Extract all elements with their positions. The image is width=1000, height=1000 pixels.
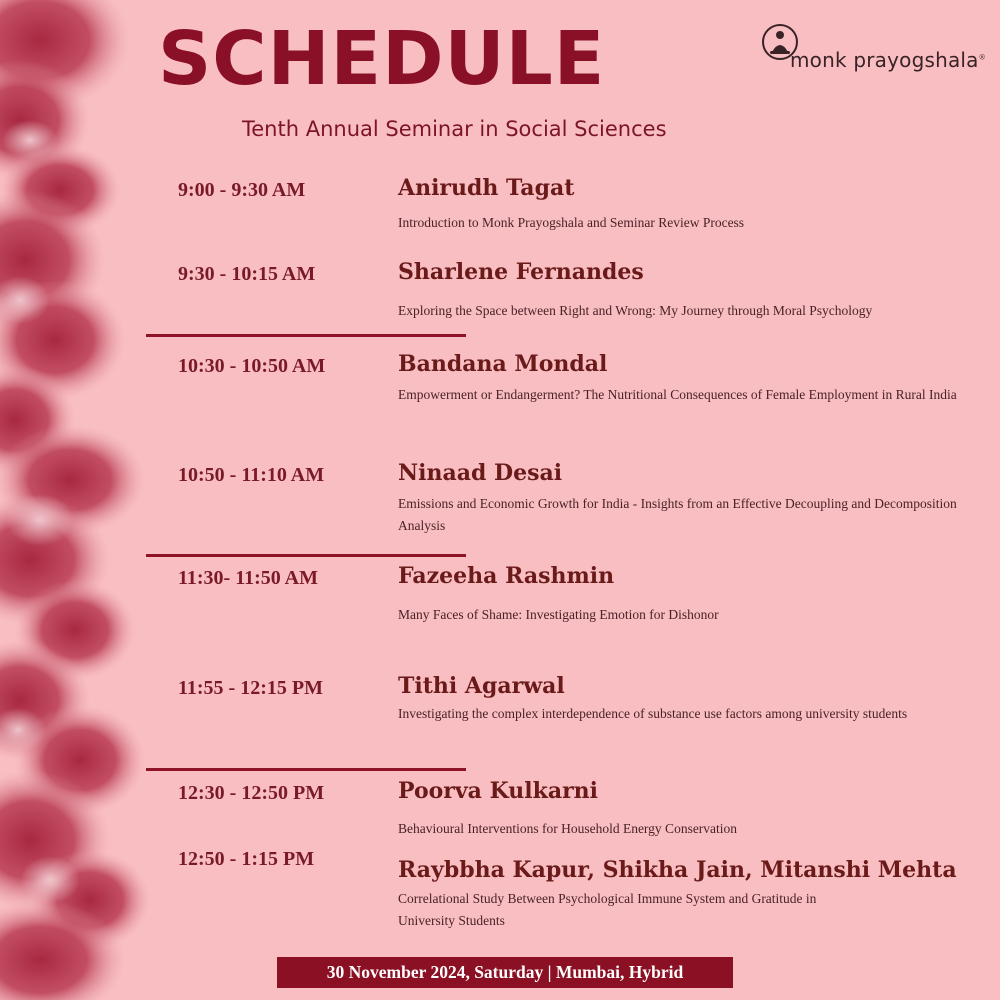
session-time: 11:55 - 12:15 PM (178, 677, 323, 699)
session-talk-title: Correlational Study Between Psychological Immune System and Gratitude in University Students (398, 891, 817, 928)
session-talk-title: Empowerment or Endangerment? The Nutritional Consequences of Female Employment in Rural India (398, 387, 957, 402)
session-speaker: Poorva Kulkarni (398, 778, 599, 804)
logo-wordmark (790, 48, 986, 72)
section-divider (146, 554, 466, 557)
watercolor-flowers-decoration (0, 0, 170, 1000)
session-speaker: Bandana Mondal (398, 351, 608, 377)
session-speaker: Anirudh Tagat (398, 175, 575, 201)
monk-prayogshala-logo (760, 20, 986, 72)
session-talk-title: Many Faces of Shame: Investigating Emotion for Dishonor (398, 607, 719, 622)
page-title: SCHEDULE (158, 16, 606, 102)
session-talk-title: Behavioural Interventions for Household Energy Conservation (398, 821, 738, 836)
session-time: 12:50 - 1:15 PM (178, 848, 315, 870)
logo-name: monk prayogshala (790, 48, 979, 72)
session-time: 9:00 - 9:30 AM (178, 179, 306, 201)
session-talk-title: Exploring the Space between Right and Wrong: My Journey through Moral Psychology (398, 303, 873, 318)
seminar-subtitle: Tenth Annual Seminar in Social Sciences (242, 117, 667, 141)
session-time: 12:30 - 12:50 PM (178, 782, 325, 804)
session-speaker: Ninaad Desai (398, 460, 563, 486)
session-time: 9:30 - 10:15 AM (178, 263, 316, 285)
event-date-location-banner: 30 November 2024, Saturday | Mumbai, Hybrid (277, 957, 733, 988)
session-speaker: Raybbha Kapur, Shikha Jain, Mitanshi Mehta (398, 857, 957, 883)
session-talk-title: Introduction to Monk Prayogshala and Seminar Review Process (398, 215, 745, 230)
session-talk-title: Emissions and Economic Growth for India - Insights from an Effective Decoupling and Decomposition Analysis (398, 496, 957, 533)
session-time: 10:50 - 11:10 AM (178, 464, 325, 486)
session-speaker: Tithi Agarwal (398, 673, 565, 699)
session-time: 10:30 - 10:50 AM (178, 355, 326, 377)
section-divider (146, 334, 466, 337)
section-divider (146, 768, 466, 771)
session-speaker: Fazeeha Rashmin (398, 563, 615, 589)
registered-mark: ® (978, 53, 986, 62)
session-talk-title: Investigating the complex interdependence of substance use factors among university students (398, 706, 908, 721)
session-speaker: Sharlene Fernandes (398, 259, 644, 285)
session-time: 11:30- 11:50 AM (178, 567, 318, 589)
